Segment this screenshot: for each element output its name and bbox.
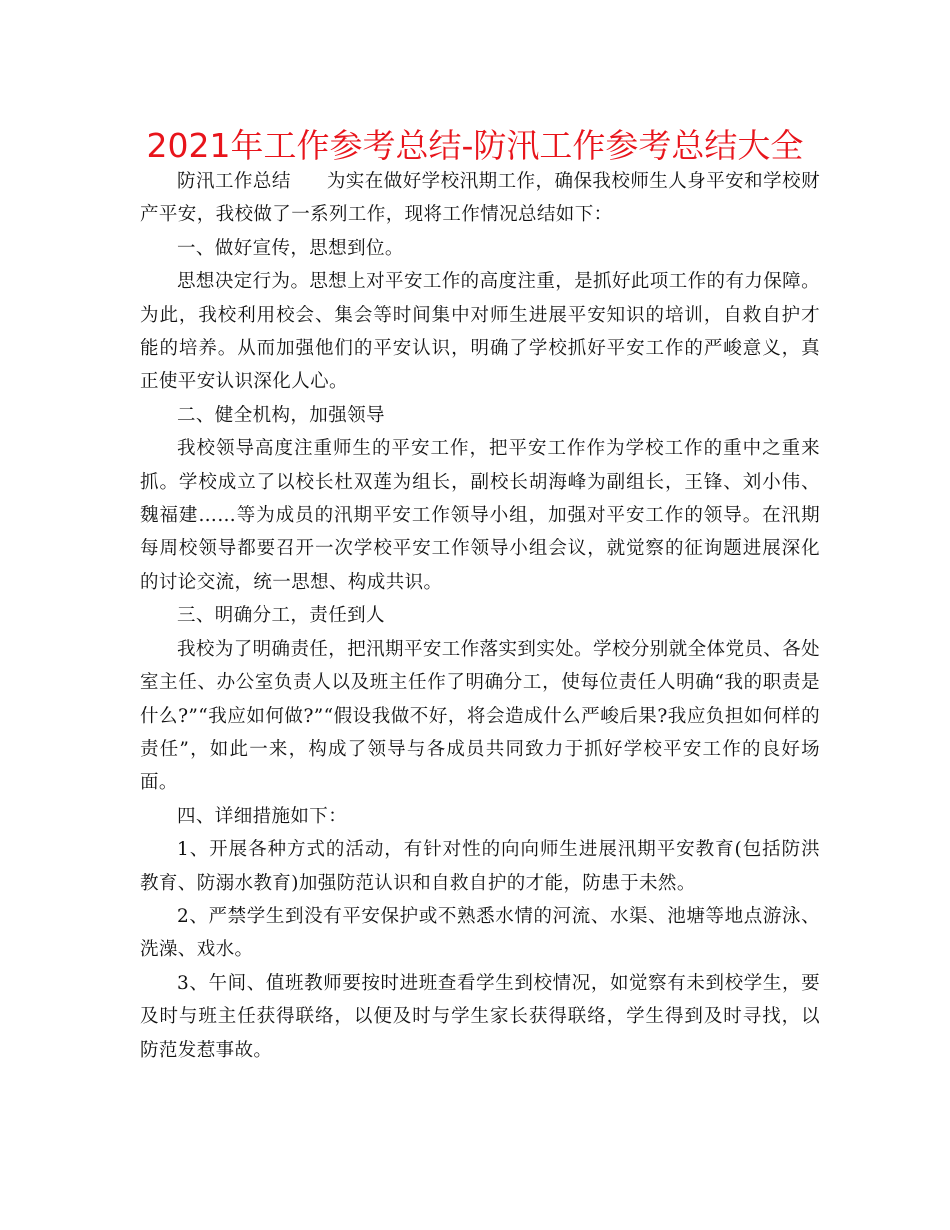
document-body: [140, 165, 820, 1067]
lead-text: 为实在做好学校汛期工作，确保我校师生人身平安和学校财产平安，我校做了一系列工作，现将工作情况总结如下：: [140, 171, 820, 226]
measure-item-2: 2、严禁学生到没有平安保护或不熟悉水情的河流、水渠、池塘等地点游泳、洗澡、戏水。: [140, 905, 820, 961]
paragraph: 思想决定行为。思想上对平安工作的高度注重，是抓好此项工作的有力保障。为此，我校利用校会、集会等时间集中对师生进展平安知识的培训，自救自护才能的培养。从而加强他们的平安认识，明确了学校抓好平安工作的严峻意义，真正使平安认识深化人心。: [140, 271, 820, 393]
paragraph: 我校领导高度注重师生的平安工作，把平安工作作为学校工作的重中之重来抓。学校成立了以校长杜双莲为组长，副校长胡海峰为副组长，王锋、刘小伟、魏福建……等为成员的汛期平安工作领导小组，加强对平安工作的领导。在汛期每周校领导都要召开一次学校平安工作领导小组会议，就觉察的征询题进展深化的讨论交流，统一思想、构成共识。: [140, 438, 820, 593]
section-heading-4: 四、详细措施如下：: [177, 805, 348, 827]
lead-paragraph: [140, 165, 820, 232]
measure-item-1: 1、开展各种方式的活动，有针对性的向向师生进展汛期平安教育(包括防洪教育、防溺水教育)加强防范认识和自救自护的才能，防患于未然。: [140, 839, 820, 894]
paragraph: 我校为了明确责任，把汛期平安工作落实到实处。学校分别就全体党员、各处室主任、办公室负责人以及班主任作了明确分工，使每位责任人明确“我的职责是什么?”“我应如何做?”“假设我做不好，将会造成什么严峻后果?我应负担如何样的责任”，如此一来，构成了领导与各成员共同致力于抓好学校平安工作的良好场面。: [140, 638, 820, 794]
section-heading-1: 一、做好宣传，思想到位。: [177, 237, 404, 259]
measure-item-3: 3、午间、值班教师要按时进班查看学生到校情况，如觉察有未到校学生，要及时与班主任获得联络，以便及时与学生家长获得联络，学生得到及时寻找，以防范发惹事故。: [140, 972, 820, 1061]
section-heading-2: 二、健全机构，加强领导: [177, 404, 385, 426]
section-heading-3: 三、明确分工，责任到人: [177, 605, 385, 627]
lead-label: 防汛工作总结: [177, 171, 291, 192]
document-title: 2021年工作参考总结-防汛工作参考总结大全: [146, 126, 804, 165]
